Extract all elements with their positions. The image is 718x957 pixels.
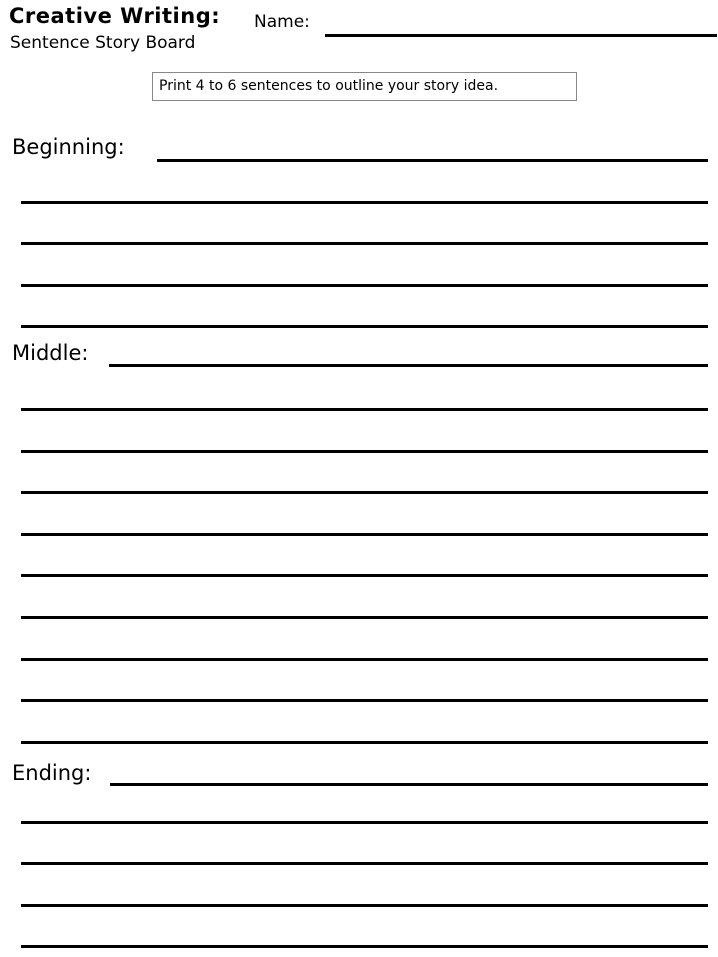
worksheet-title: Creative Writing: [9, 4, 221, 28]
ending-write-line[interactable] [21, 821, 708, 824]
middle-write-line[interactable] [21, 450, 708, 453]
ending-write-line[interactable] [21, 945, 708, 948]
middle-write-line[interactable] [21, 574, 708, 577]
middle-label-line[interactable] [109, 364, 708, 367]
beginning-write-line[interactable] [21, 242, 708, 245]
worksheet-subtitle: Sentence Story Board [10, 33, 196, 53]
name-label: Name: [254, 12, 310, 32]
middle-write-line[interactable] [21, 533, 708, 536]
middle-write-line[interactable] [21, 699, 708, 702]
ending-write-line[interactable] [21, 862, 708, 865]
beginning-write-line[interactable] [21, 201, 708, 204]
beginning-write-line[interactable] [21, 325, 708, 328]
ending-label: Ending: [12, 761, 92, 785]
name-write-line[interactable] [325, 34, 717, 37]
middle-write-line[interactable] [21, 616, 708, 619]
beginning-label-line[interactable] [157, 159, 708, 162]
middle-write-line[interactable] [21, 741, 708, 744]
middle-write-line[interactable] [21, 408, 708, 411]
middle-label: Middle: [12, 341, 89, 365]
middle-write-line[interactable] [21, 491, 708, 494]
middle-write-line[interactable] [21, 658, 708, 661]
ending-label-line[interactable] [110, 783, 708, 786]
instructions-box: Print 4 to 6 sentences to outline your story idea. [152, 72, 577, 101]
ending-write-line[interactable] [21, 904, 708, 907]
beginning-write-line[interactable] [21, 284, 708, 287]
beginning-label: Beginning: [12, 135, 125, 159]
